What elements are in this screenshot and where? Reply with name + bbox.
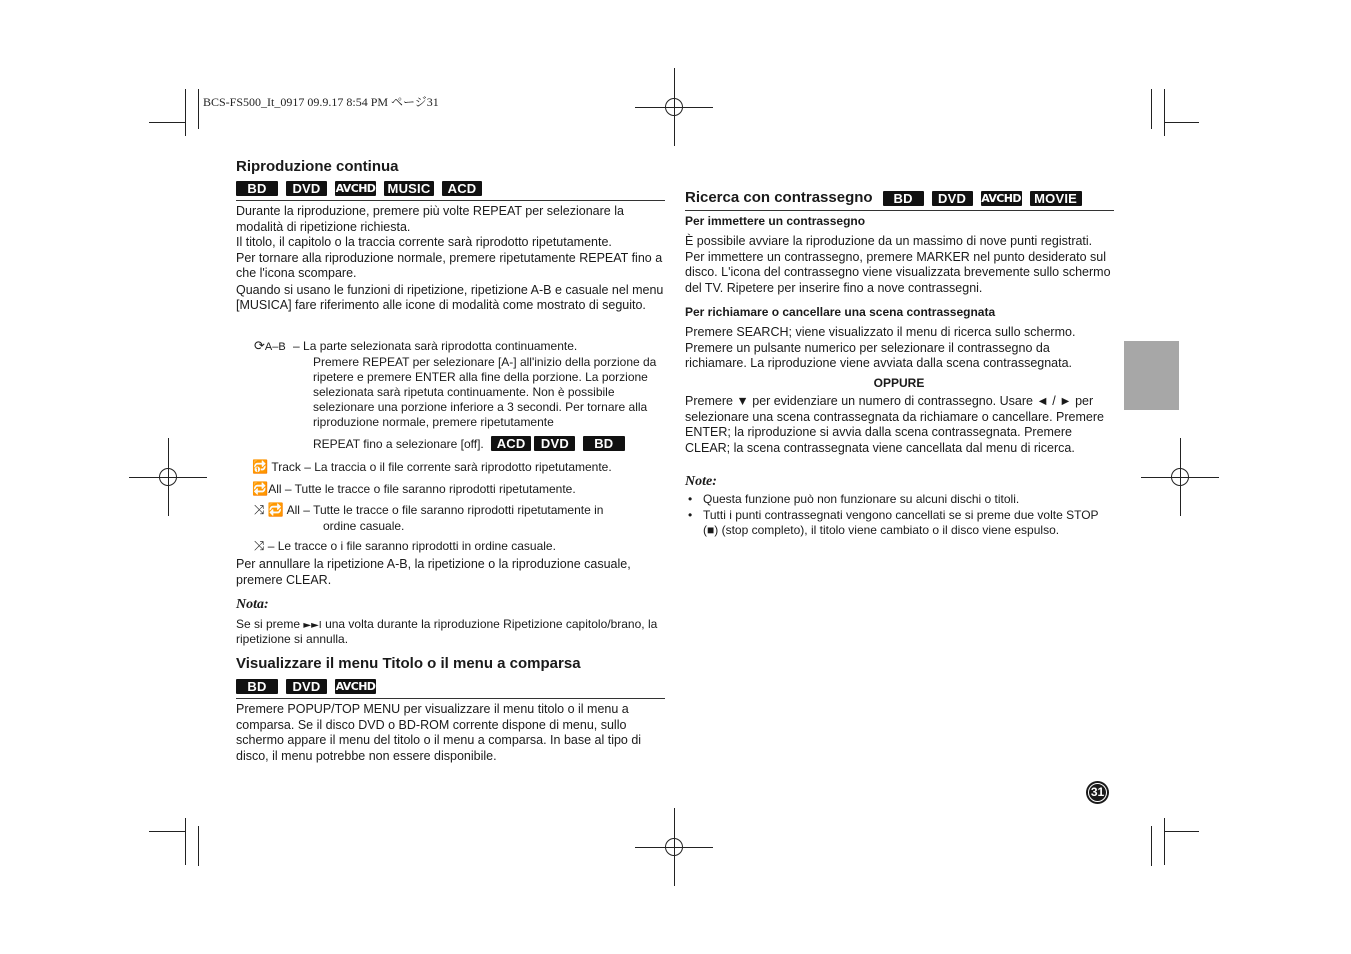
section-title-marker-search <box>685 189 1082 207</box>
cancel-repeat-paragraph <box>236 557 664 588</box>
shuffle-item <box>254 539 664 554</box>
badge-movie: MOVIE <box>1030 191 1082 206</box>
registration-mark <box>635 808 713 886</box>
note-list <box>685 492 1113 538</box>
registration-mark <box>129 438 207 516</box>
ab-last-text: REPEAT fino a selezionare [off]. <box>313 437 484 451</box>
skip-next-icon: ►►I <box>303 620 322 631</box>
shuffle-all-text: All – Tutte le tracce o file saranno riprodotti ripetutamente in <box>286 503 604 517</box>
badge-bd: BD <box>883 191 924 206</box>
badge-avchd: AVCHD <box>335 182 376 195</box>
note-title: Note: <box>685 474 717 489</box>
title-menu-body <box>236 702 664 764</box>
crop-mark <box>198 89 199 129</box>
badge-dvd: DVD <box>534 436 575 451</box>
crop-mark <box>1164 122 1199 123</box>
chapter-tab <box>1124 341 1179 410</box>
badge-dvd: DVD <box>932 191 973 206</box>
recall-marker-alt-body <box>685 394 1113 456</box>
all-text: All – Tutte le tracce o file saranno riprodotti ripetutamente. <box>268 482 576 496</box>
ab-line1: – La parte selezionata sarà riprodotta continuamente. <box>293 339 578 353</box>
section-rule <box>236 200 665 201</box>
registration-mark <box>635 68 713 146</box>
shuffle-icon: ⤨ <box>254 503 265 518</box>
section-rule <box>236 698 665 699</box>
crop-mark <box>1151 89 1152 129</box>
repeat-all-icon: 🔁 <box>252 482 269 497</box>
subheading-enter-marker: Per immettere un contrassegno <box>685 214 866 228</box>
oppure-label: OPPURE <box>873 376 925 390</box>
badge-acd: ACD <box>442 181 482 196</box>
paragraph: Il titolo, il capitolo o la traccia corrente sarà riprodotto ripetutamente. <box>236 235 612 249</box>
ab-label: A–B <box>264 341 286 353</box>
badge-bd: BD <box>583 436 625 451</box>
list-item: • Tutti i punti contrassegnati vengono cancellati se si preme due volte STOP (■) (stop completo), il titolo viene cambiato o il disco viene espulso. <box>685 508 1113 538</box>
paragraph: Durante la riproduzione, premere più volte REPEAT per selezionare la modalità di ripetizione richiesta. <box>236 204 624 234</box>
paragraph: Premere POPUP/TOP MENU per visualizzare il menu titolo o il menu a comparsa. Se il disco DVD o BD-ROM corrente dispone di menu, sullo schermo appare il menu del titolo o il menu a comparsa. In base al tipo di disco, il menu potrebbe non essere disponibile. <box>236 702 642 763</box>
repeat-ab-item <box>254 339 664 355</box>
marker-search-title: Ricerca con contrassegno <box>685 189 873 206</box>
note-text-b: una volta durante la riproduzione Ripetizione capitolo/brano, la ripetizione si annulla. <box>236 617 658 646</box>
crop-mark <box>1164 831 1199 832</box>
shuffle-all-text2: ordine casuale. <box>323 519 405 533</box>
track-text: Track – La traccia o il file corrente sarà riprodotto ripetutamente. <box>271 460 612 474</box>
print-header: BCS-FS500_It_0917 09.9.17 8:54 PM ページ31 <box>203 95 439 109</box>
shuffle-all-continued <box>323 519 663 534</box>
badge-dvd: DVD <box>286 679 327 694</box>
crop-mark <box>185 89 186 136</box>
shuffle-all-item <box>254 503 664 518</box>
repeat-all-item <box>252 482 664 497</box>
section-rule <box>685 210 1114 211</box>
paragraph: Premere ▼ per evidenziare un numero di contrassegno. Usare ◄ / ► per selezionare una scena contrassegnata da richiamare o cancellare. Premere ENTER; la riproduzione si avvia dalla scena contrassegnata. Premere CLEAR; la scena contrassegnata viene cancellata dal menu di ricerca. <box>685 394 1104 455</box>
paragraph: Premere SEARCH; viene visualizzato il menu di ricerca sullo schermo. Premere un pulsante numerico per selezionare il contrassegno da richiamare. La riproduzione viene avviata dalla scena contrassegnata. <box>685 325 1076 370</box>
crop-mark <box>1164 818 1165 865</box>
subheading-recall-marker: Per richiamare o cancellare una scena contrassegnata <box>685 305 996 319</box>
crop-mark <box>1151 826 1152 866</box>
badge-acd: ACD <box>491 436 531 451</box>
paragraph: Per tornare alla riproduzione normale, premere ripetutamente REPEAT fino a che l'icona scompare. <box>236 250 663 280</box>
badge-dvd: DVD <box>286 181 327 196</box>
badge-bd: BD <box>236 181 278 196</box>
crop-mark <box>198 826 199 866</box>
disc-badges <box>236 181 482 196</box>
section-title-title-menu: Visualizzare il menu Titolo o il menu a comparsa <box>236 655 581 672</box>
note-text-a: Se si preme <box>236 617 301 631</box>
paragraph: Premere REPEAT per selezionare [A-] all'inizio della porzione da ripetere e premere ENTER alla fine della porzione. La porzione selezionata sarà ripetuta continuamente. Non è possibile selezionare una porzione inferiore a 3 secondi. Per tornare alla riproduzione normale, premere ripetutamente <box>313 355 657 429</box>
page-number: 31 <box>1086 781 1109 804</box>
section-title-continuous-playback: Riproduzione continua <box>236 158 399 175</box>
repeat-all-icon: 🔁 <box>267 503 284 518</box>
badge-avchd: AVCHD <box>335 680 376 693</box>
crop-mark <box>149 831 185 832</box>
ab-description <box>313 355 664 430</box>
crop-mark <box>149 122 185 123</box>
badge-music: MUSIC <box>384 181 434 196</box>
repeat-icon: ⟳ <box>254 339 265 354</box>
badge-bd: BD <box>236 679 278 694</box>
note-body <box>236 617 664 647</box>
repeat-track-item <box>252 460 664 475</box>
paragraph: Quando si usano le funzioni di ripetizione, ripetizione A-B e casuale nel menu [MUSICA] fare riferimento alle icone di modalità come mostrato di seguito. <box>236 282 664 312</box>
continuous-playback-body <box>236 204 664 314</box>
disc-badges <box>236 679 376 694</box>
enter-marker-body <box>685 234 1113 296</box>
paragraph: È possibile avviare la riproduzione da un massimo di nove punti registrati. Per immettere un contrassegno, premere MARKER nel punto desiderato sul disco. L'icona del contrassegno viene visualizzata brevemente sullo schermo del TV. Ripetere per inserire fino a nove contrassegni. <box>685 234 1111 295</box>
badge-avchd: AVCHD <box>981 191 1021 205</box>
ab-last-line <box>313 436 664 452</box>
repeat-track-icon: 🔂 <box>252 460 269 475</box>
crop-mark <box>185 818 186 865</box>
list-item: • Questa funzione può non funzionare su alcuni dischi o titoli. <box>685 492 1113 507</box>
recall-marker-body <box>685 325 1113 372</box>
shuffle-text: – Le tracce o i file saranno riprodotti in ordine casuale. <box>267 539 556 553</box>
registration-mark <box>1141 438 1219 516</box>
crop-mark <box>1164 89 1165 136</box>
note-title: Nota: <box>236 597 269 612</box>
paragraph: Per annullare la ripetizione A-B, la ripetizione o la riproduzione casuale, premere CLEAR. <box>236 557 631 587</box>
shuffle-icon: ⤨ <box>254 539 265 554</box>
